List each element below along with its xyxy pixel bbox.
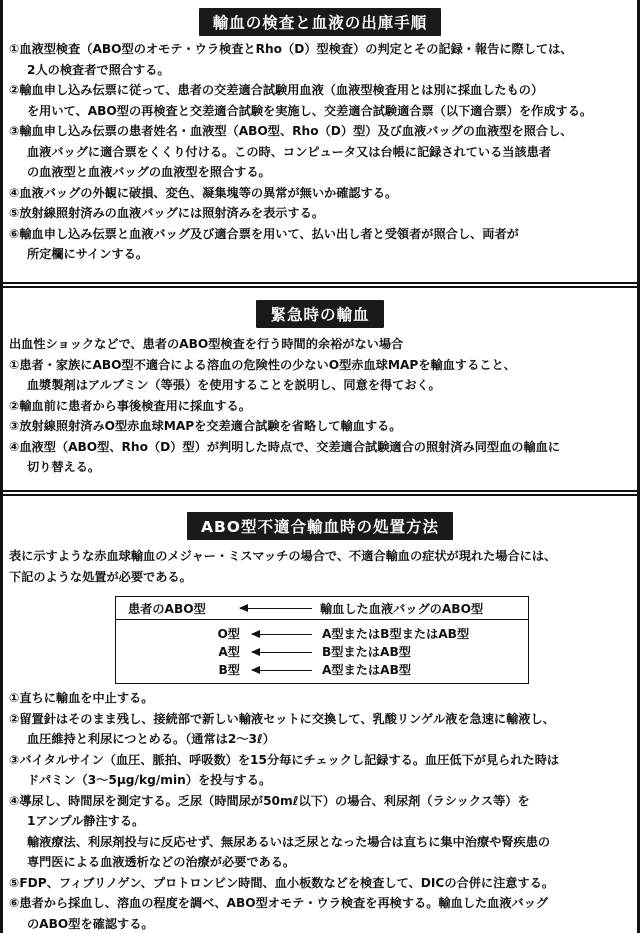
- section-transfusion-procedure: [3, 8, 637, 265]
- text-line: 出血性ショックなどで、患者のABO型検査を行う時間的余裕がない場合: [9, 334, 631, 355]
- text-line: ④導尿し、時間尿を測定する。乏尿（時間尿が50mℓ以下）の場合、利尿剤（ラシックス等）を: [9, 791, 631, 812]
- abo-mismatch-table: [115, 596, 529, 684]
- text-line: ③輸血申し込み伝票の患者姓名・血液型（ABO型、Rho（D）型）及び血液バッグの血液型を照合し、: [9, 121, 631, 142]
- arrow-left-icon: [252, 634, 312, 635]
- text-line: ①直ちに輸血を中止する。: [9, 688, 631, 709]
- text-line: 血漿製剤はアルブミン（等張）を使用することを説明し、同意を得ておく。: [9, 375, 631, 396]
- text-line: ④血液型（ABO型、Rho（D）型）が判明した時点で、交差適合試験適合の照射済み同型血の輸血に: [9, 437, 631, 458]
- arrow-left-icon: [240, 608, 312, 609]
- table-row: [116, 625, 528, 643]
- header-patient-abo: 患者のABO型: [128, 600, 206, 617]
- text-line: ⑥患者から採血し、溶血の程度を調べ、ABO型オモテ・ウラ検査を再検する。輸血した血液バッグ: [9, 893, 631, 914]
- patient-type: B型: [116, 661, 240, 678]
- arrow-left-icon: [252, 652, 312, 653]
- patient-type: O型: [116, 625, 240, 642]
- text-line: 2人の検査者で照合する。: [9, 60, 631, 81]
- section-emergency-transfusion: [3, 300, 637, 478]
- patient-type: A型: [116, 643, 240, 660]
- abo-treatment-steps: [3, 688, 637, 934]
- text-line: 表に示すような赤血球輸血のメジャー・ミスマッチの場合で、不適合輸血の症状が現れた場合には、: [9, 546, 631, 567]
- arrow-left-icon: [252, 670, 312, 671]
- text-line: 専門医による血液透析などの治療が必要である。: [9, 852, 631, 873]
- header-blood-abo: 輸血した血液バッグのABO型: [320, 600, 483, 617]
- blood-type: A型またはB型またはAB型: [322, 625, 469, 642]
- section-title: 緊急時の輸血: [256, 300, 383, 328]
- section-abo-incompatible: [3, 512, 637, 587]
- text-line: を用いて、ABO型の再検査と交差適合試験を実施し、交差適合試験適合票（以下適合票）を作成する。: [9, 101, 631, 122]
- text-line: ④血液バッグの外観に破損、変色、凝集塊等の異常が無いか確認する。: [9, 183, 631, 204]
- blood-type: B型またはAB型: [322, 643, 411, 660]
- text-line: 下記のような処置が必要である。: [9, 567, 631, 588]
- text-line: ③バイタルサイン（血圧、脈拍、呼吸数）を15分毎にチェックし記録する。血圧低下が見られた時は: [9, 750, 631, 771]
- text-line: 切り替える。: [9, 457, 631, 478]
- text-line: ①血液型検査（ABO型のオモテ・ウラ検査とRho（D）型検査）の判定とその記録・報告に際しては、: [9, 39, 631, 60]
- blood-type: A型またはAB型: [322, 661, 411, 678]
- text-line: ⑥輸血申し込み伝票と血液バッグ及び適合票を用いて、払い出し者と受領者が照合し、両者が: [9, 224, 631, 245]
- text-line: ドパミン（3〜5μg/kg/min）を投与する。: [9, 770, 631, 791]
- section-title: 輸血の検査と血液の出庫手順: [199, 8, 442, 36]
- text-line: の血液型と血液バッグの血液型を照合する。: [9, 162, 631, 183]
- text-line: ⑤FDP、フィブリノゲン、プロトロンビン時間、血小板数などを検査して、DICの合併に注意する。: [9, 873, 631, 894]
- text-line: 所定欄にサインする。: [9, 244, 631, 265]
- text-line: ③放射線照射済みO型赤血球MAPを交差適合試験を省略して輸血する。: [9, 416, 631, 437]
- text-line: 血液バッグに適合票をくくり付ける。この時、コンピュータ又は台帳に記録されている当該患者: [9, 142, 631, 163]
- text-line: 輸液療法、利尿剤投与に反応せず、無尿あるいは乏尿となった場合は直ちに集中治療や腎疾患の: [9, 832, 631, 853]
- section-title: ABO型不適合輸血時の処置方法: [187, 512, 453, 540]
- text-line: 血圧維持と利尿につとめる。（通常は2〜3ℓ）: [9, 729, 631, 750]
- text-line: ①患者・家族にABO型不適合による溶血の危険性の少ないO型赤血球MAPを輸血すること、: [9, 355, 631, 376]
- text-line: ⑤放射線照射済みの血液バッグには照射済みを表示する。: [9, 203, 631, 224]
- section-divider: [3, 282, 637, 288]
- text-line: 1アンプル静注する。: [9, 811, 631, 832]
- section-divider: [3, 490, 637, 496]
- text-line: ②輸血申し込み伝票に従って、患者の交差適合試験用血液（血液型検査用とは別に採血したもの）: [9, 80, 631, 101]
- table-row: [116, 643, 528, 661]
- text-line: ②留置針はそのまま残し、接続部で新しい輸液セットに交換して、乳酸リンゲル液を急速に輸液し、: [9, 709, 631, 730]
- text-line: のABO型を確認する。: [9, 914, 631, 934]
- table-row: [116, 661, 528, 679]
- table-header: [116, 597, 528, 620]
- text-line: ②輸血前に患者から事後検査用に採血する。: [9, 396, 631, 417]
